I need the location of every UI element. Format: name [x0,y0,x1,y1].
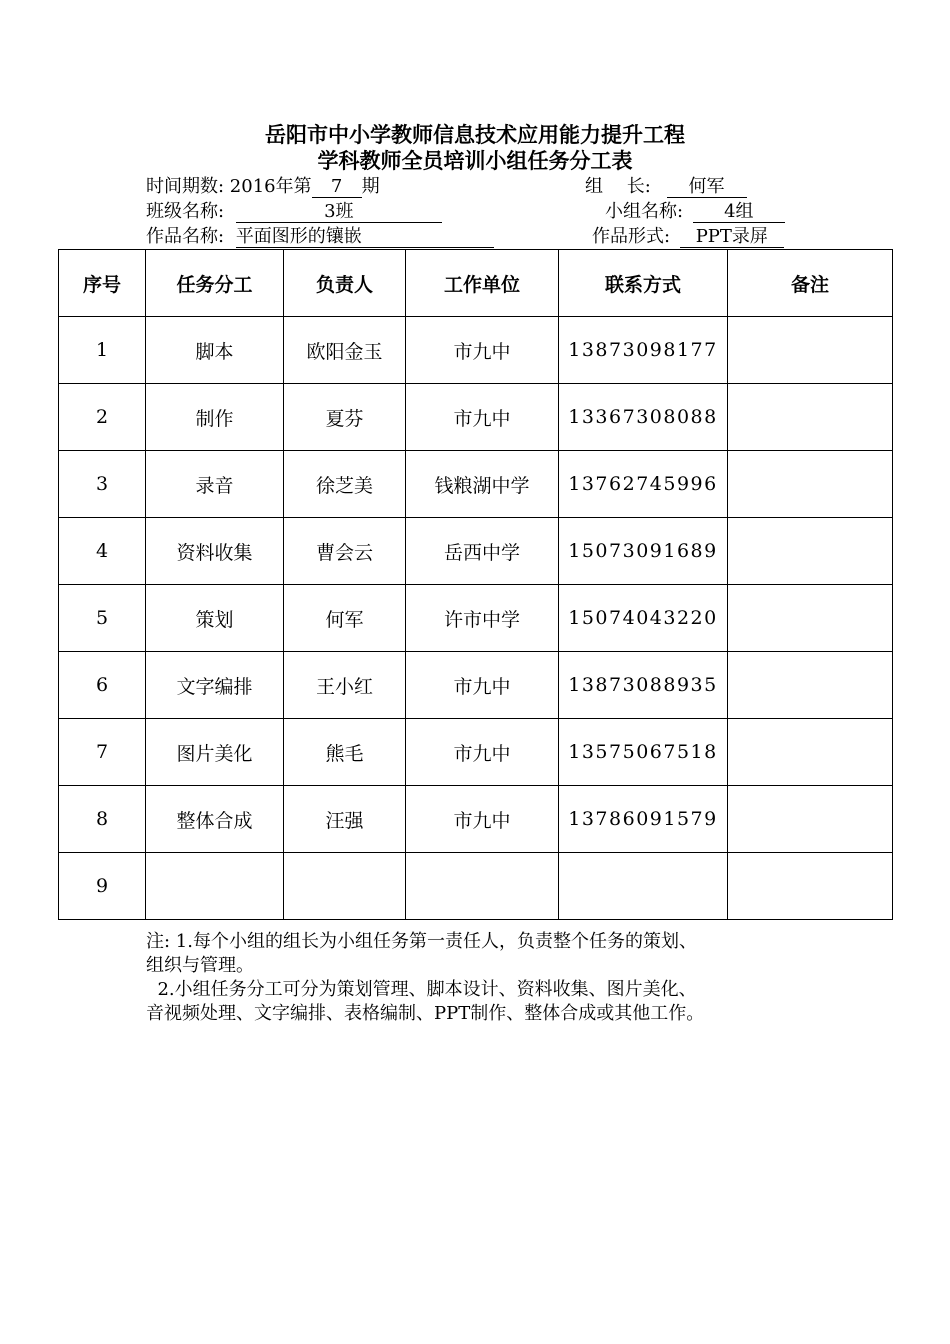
cell-contact: 13762745996 [559,451,728,518]
cell-index: 4 [59,518,146,585]
cell-index: 9 [59,853,146,920]
period-label: 时间期数: 2016年第 [146,176,312,197]
table-row [59,853,893,920]
cell-unit: 市九中 [406,719,559,786]
cell-remarks [728,518,893,585]
cell-contact: 15074043220 [559,585,728,652]
header-unit: 工作单位 [406,250,559,317]
class-label: 班级名称: [146,201,225,222]
cell-owner: 何军 [284,585,406,652]
cell-contact: 13873098177 [559,317,728,384]
cell-remarks [728,853,893,920]
leader-label: 组 长: [585,176,651,197]
cell-index: 6 [59,652,146,719]
cell-remarks [728,786,893,853]
cell-owner: 欧阳金玉 [284,317,406,384]
note-line-3: 2.小组任务分工可分为策划管理、脚本设计、资料收集、图片美化、 [146,979,697,1000]
table-header-row [59,250,893,317]
table-row [59,652,893,719]
cell-unit: 市九中 [406,384,559,451]
header-contact: 联系方式 [559,250,728,317]
cell-remarks [728,384,893,451]
cell-task: 策划 [146,585,284,652]
task-table [58,249,893,920]
group-field [605,201,785,223]
cell-unit: 市九中 [406,317,559,384]
cell-contact [559,853,728,920]
note-line-2: 组织与管理。 [146,955,254,976]
cell-remarks [728,719,893,786]
cell-index: 7 [59,719,146,786]
cell-index: 2 [59,384,146,451]
work-field [146,226,494,248]
period-suffix: 期 [361,176,380,197]
table-row [59,786,893,853]
cell-owner: 王小红 [284,652,406,719]
cell-task: 文字编排 [146,652,284,719]
page-subtitle: 学科教师全员培训小组任务分工表 [317,149,633,173]
cell-unit: 许市中学 [406,585,559,652]
cell-index: 5 [59,585,146,652]
cell-owner: 曹会云 [284,518,406,585]
work-label: 作品名称: [146,226,225,247]
cell-task: 整体合成 [146,786,284,853]
table-row [59,585,893,652]
cell-contact: 13873088935 [559,652,728,719]
cell-contact: 13575067518 [559,719,728,786]
table-row [59,719,893,786]
group-label: 小组名称: [605,201,684,222]
cell-remarks [728,451,893,518]
cell-owner: 汪强 [284,786,406,853]
cell-unit [406,853,559,920]
cell-unit: 钱粮湖中学 [406,451,559,518]
form-label: 作品形式: [592,226,671,247]
cell-remarks [728,585,893,652]
cell-unit: 岳西中学 [406,518,559,585]
cell-task: 制作 [146,384,284,451]
cell-task: 录音 [146,451,284,518]
leader-field [585,176,747,198]
header-index: 序号 [59,250,146,317]
class-value: 3班 [236,202,442,223]
cell-owner [284,853,406,920]
cell-contact: 15073091689 [559,518,728,585]
cell-contact: 13367308088 [559,384,728,451]
header-remarks: 备注 [728,250,893,317]
cell-unit: 市九中 [406,786,559,853]
cell-remarks [728,317,893,384]
work-value: 平面图形的镶嵌 [236,227,494,248]
cell-index: 8 [59,786,146,853]
cell-task: 资料收集 [146,518,284,585]
cell-owner: 徐芝美 [284,451,406,518]
note-line-4: 音视频处理、文字编排、表格编制、PPT制作、整体合成或其他工作。 [146,1003,705,1024]
note-line-1: 注: 1.每个小组的组长为小组任务第一责任人，负责整个任务的策划、 [146,931,697,952]
leader-value: 何军 [667,177,747,198]
cell-task: 脚本 [146,317,284,384]
table-row [59,317,893,384]
cell-task: 图片美化 [146,719,284,786]
form-value: PPT录屏 [680,227,784,248]
cell-index: 1 [59,317,146,384]
period-field [146,176,380,198]
cell-unit: 市九中 [406,652,559,719]
table-row [59,451,893,518]
cell-owner: 熊毛 [284,719,406,786]
form-field [592,226,784,248]
group-value: 4组 [693,202,785,223]
cell-task [146,853,284,920]
period-value: 7 [312,177,362,198]
table-row [59,384,893,451]
cell-remarks [728,652,893,719]
header-task: 任务分工 [146,250,284,317]
cell-contact: 13786091579 [559,786,728,853]
header-owner: 负责人 [284,250,406,317]
cell-index: 3 [59,451,146,518]
page-title: 岳阳市中小学教师信息技术应用能力提升工程 [265,123,685,147]
class-field [146,201,442,223]
table-row [59,518,893,585]
cell-owner: 夏芬 [284,384,406,451]
